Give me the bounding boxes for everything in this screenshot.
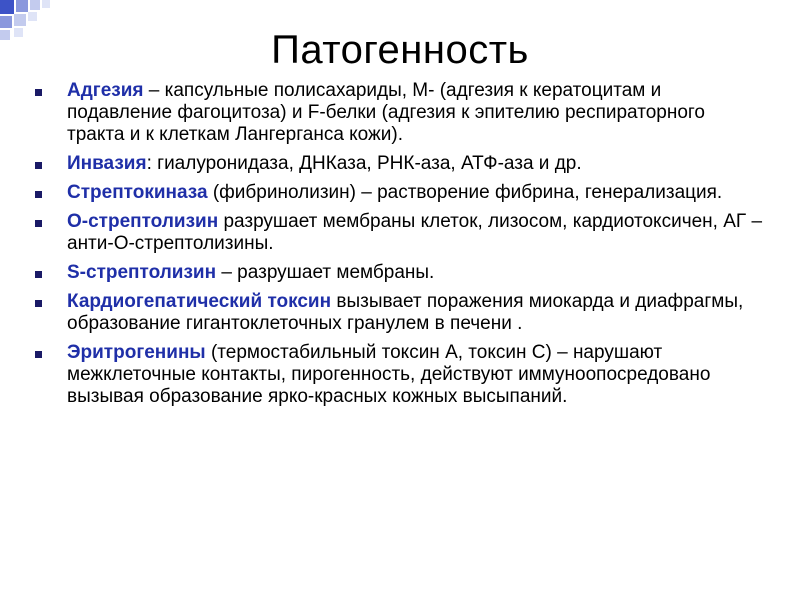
bullet-invasion [30,153,765,175]
bullet-list [30,80,765,415]
bullet-text: (термостабильный токсин А, токсин С) – нарушают межклеточные контакты, пирогенность, действуют иммуноопосредовано вызывая образование ярко-красных кожных высыпаний. [67,342,711,407]
bullet-term: Эритрогенины [67,342,206,363]
bullet-term: Кардиогепатический токсин [67,291,332,312]
bullet-text: – капсульные полисахариды, М- (адгезия к кератоцитам и подавление фагоцитоза) и F-белки (адгезия к эпителию респираторного тракта и к клеткам Лангерганса кожи). [67,80,705,145]
bullet-s-streptolysin [30,262,765,284]
square-bullet-icon [35,191,42,198]
bullet-text: разрушает мембраны клеток, лизосом, кардиотоксичен, АГ – анти-О-стрептолизины. [67,211,763,254]
bullet-term: Адгезия [67,80,144,101]
square-bullet-icon [35,89,42,96]
bullet-streptokinase [30,182,765,204]
bullet-term: S-стрептолизин [67,262,217,283]
bullet-text: : гиалуронидаза, ДНКаза, РНК-аза, АТФ-аза и др. [146,153,582,174]
bullet-erythrogenins [30,342,765,408]
bullet-term: О-стрептолизин [67,211,219,232]
bullet-cardiohepatic-toxin [30,291,765,335]
square-bullet-icon [35,300,42,307]
bullet-term: Стрептокиназа [67,182,208,203]
bullet-text: вызывает поражения миокарда и диафрагмы, образование гигантоклеточных гранулем в печени . [67,291,744,334]
square-bullet-icon [35,271,42,278]
square-bullet-icon [35,162,42,169]
square-bullet-icon [35,351,42,358]
bullet-adhesion [30,80,765,146]
square-bullet-icon [35,220,42,227]
bullet-text: (фибринолизин) – растворение фибрина, генерализация. [207,182,723,203]
slide-title: Патогенность [271,28,529,72]
bullet-text: – разрушает мембраны. [216,262,435,283]
bullet-o-streptolysin [30,211,765,255]
bullet-term: Инвазия [67,153,147,174]
